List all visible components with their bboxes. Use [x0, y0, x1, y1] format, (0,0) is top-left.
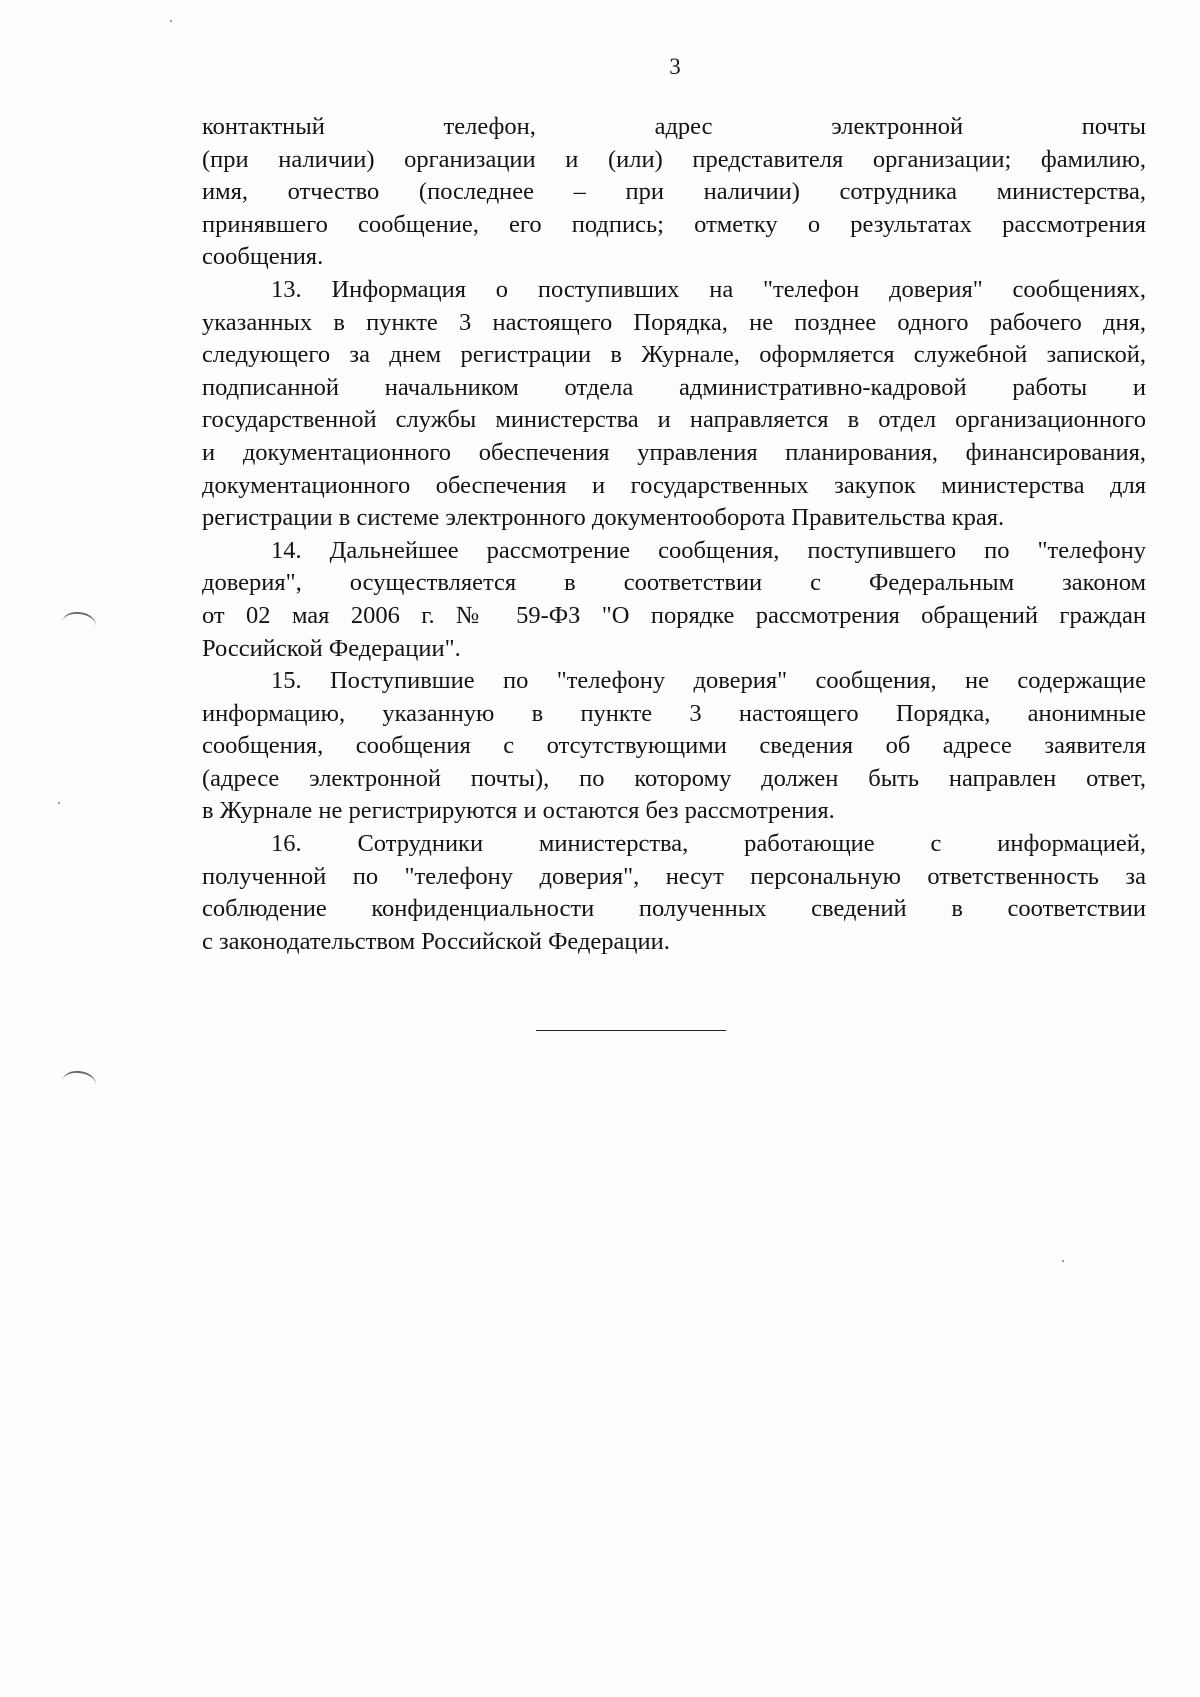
- scan-speck: [58, 802, 60, 804]
- text-line: (адресе электронной почты), по которому должен быть направлен ответ,: [202, 764, 1146, 792]
- text-line: с законодательством Российской Федерации.: [202, 927, 670, 955]
- scan-speck: [1062, 1260, 1064, 1262]
- text-line: контактный телефон, адрес электронной почты: [202, 113, 1146, 140]
- text-line: от 02 мая 2006 г. № 59-ФЗ "О порядке рассмотрения обращений граждан: [202, 601, 1146, 629]
- text-line: следующего за днем регистрации в Журнале, оформляется служебной запиской,: [202, 341, 1146, 369]
- text-line: информацию, указанную в пункте 3 настоящего Порядка, анонимные: [202, 699, 1146, 727]
- text-line: принявшего сообщение, его подпись; отметку о результатах рассмотрения: [202, 210, 1146, 238]
- text-line: доверия", осуществляется в соответствии с Федеральным законом: [202, 569, 1146, 597]
- text-line: подписанной начальником отдела административно-кадровой работы и: [202, 373, 1146, 401]
- text-line: документационного обеспечения и государственных закупок министерства для: [202, 471, 1146, 499]
- text-line: Российской Федерации".: [202, 634, 461, 662]
- text-line: и документационного обеспечения управления планирования, финансирования,: [202, 438, 1146, 466]
- end-of-document-rule: [536, 1030, 726, 1031]
- text-line: в Журнале не регистрируются и остаются без рассмотрения.: [202, 797, 835, 825]
- text-line: регистрации в системе электронного документооборота Правительства края.: [202, 504, 1005, 532]
- hole-punch-mark: [60, 1069, 97, 1097]
- paragraph-16-start: 16. Сотрудники министерства, работающие с информацией,: [271, 830, 1146, 858]
- text-line: государственной службы министерства и направляется в отдел организационного: [202, 406, 1146, 434]
- hole-punch-mark: [60, 610, 97, 638]
- document-body: [202, 111, 1146, 958]
- text-line: сообщения, сообщения с отсутствующими сведения об адресе заявителя: [202, 732, 1146, 760]
- text-line: (при наличии) организации и (или) представителя организации; фамилию,: [202, 145, 1146, 173]
- paragraph-13-start: 13. Информация о поступивших на "телефон доверия" сообщениях,: [271, 275, 1146, 303]
- text-line: имя, отчество (последнее – при наличии) сотрудника министерства,: [202, 178, 1146, 206]
- page-number: 3: [669, 54, 681, 79]
- text-line: сообщения.: [202, 243, 324, 271]
- paragraph-14-start: 14. Дальнейшее рассмотрение сообщения, поступившего по "телефону: [271, 536, 1146, 564]
- scan-speck: [170, 20, 172, 22]
- paragraph-15-start: 15. Поступившие по "телефону доверия" сообщения, не содержащие: [271, 667, 1146, 695]
- text-line: соблюдение конфиденциальности полученных сведений в соответствии: [202, 895, 1146, 923]
- text-line: указанных в пункте 3 настоящего Порядка, не позднее одного рабочего дня,: [202, 308, 1146, 336]
- text-line: полученной по "телефону доверия", несут персональную ответственность за: [202, 862, 1146, 890]
